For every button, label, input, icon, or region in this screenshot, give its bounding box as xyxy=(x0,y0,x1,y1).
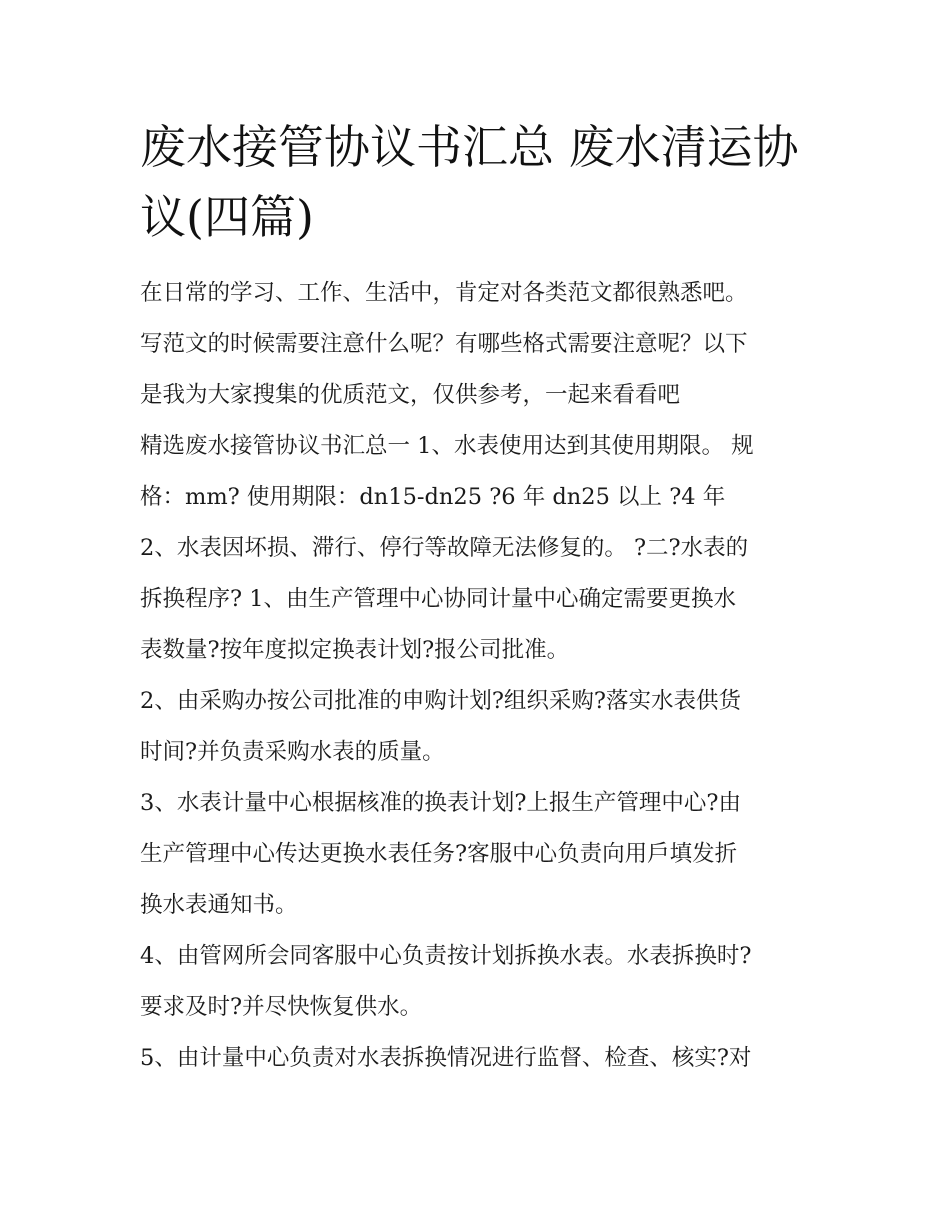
text-line: 写范文的时候需要注意什么呢？有哪些格式需要注意呢？以下 xyxy=(140,331,748,357)
text-line: 2、水表因坏损、滞行、停行等故障无法修复的。 ?二?水表的 xyxy=(140,535,749,561)
text-line: 要求及时?并尽快恢复供水。 xyxy=(140,994,423,1020)
text-line: 换水表通知书。 xyxy=(140,892,298,918)
document-content xyxy=(140,112,815,1084)
text-line: 2、由采购办按公司批准的申购计划?组织采购?落实水表供货 xyxy=(140,688,741,714)
text-line: 5、由计量中心负责对水表拆换情况进行监督、检查、核实?对 xyxy=(140,1045,752,1071)
document-title: 废水接管协议书汇总 废水清运协议(四篇) xyxy=(140,120,799,244)
text-line: 拆换程序? 1、由生产管理中心协同计量中心确定需要更换水 xyxy=(140,586,737,612)
text-line: 格：mm? 使用期限：dn15-dn25 ?6 年 dn25 以上 ?4 年 xyxy=(140,484,726,510)
text-line: 3、水表计量中心根据核准的换表计划?上报生产管理中心?由 xyxy=(140,790,741,816)
text-line: 4、由管网所会同客服中心负责按计划拆换水表。水表拆换时? xyxy=(140,943,752,969)
text-line: 生产管理中心传达更换水表任务?客服中心负责向用戶填发折 xyxy=(140,841,738,867)
text-line: 时间?并负责采购水表的质量。 xyxy=(140,739,445,765)
text-line: 表数量?按年度拟定换表计划?报公司批准。 xyxy=(140,637,570,663)
text-line: 是我为大家搜集的优质范文，仅供参考，一起来看看吧 xyxy=(140,382,681,408)
text-line: 精选废水接管协议书汇总一 1、水表使用达到其使用期限。 规 xyxy=(140,433,754,459)
text-line: 在日常的学习、工作、生活中，肯定对各类范文都很熟悉吧。 xyxy=(140,280,748,306)
